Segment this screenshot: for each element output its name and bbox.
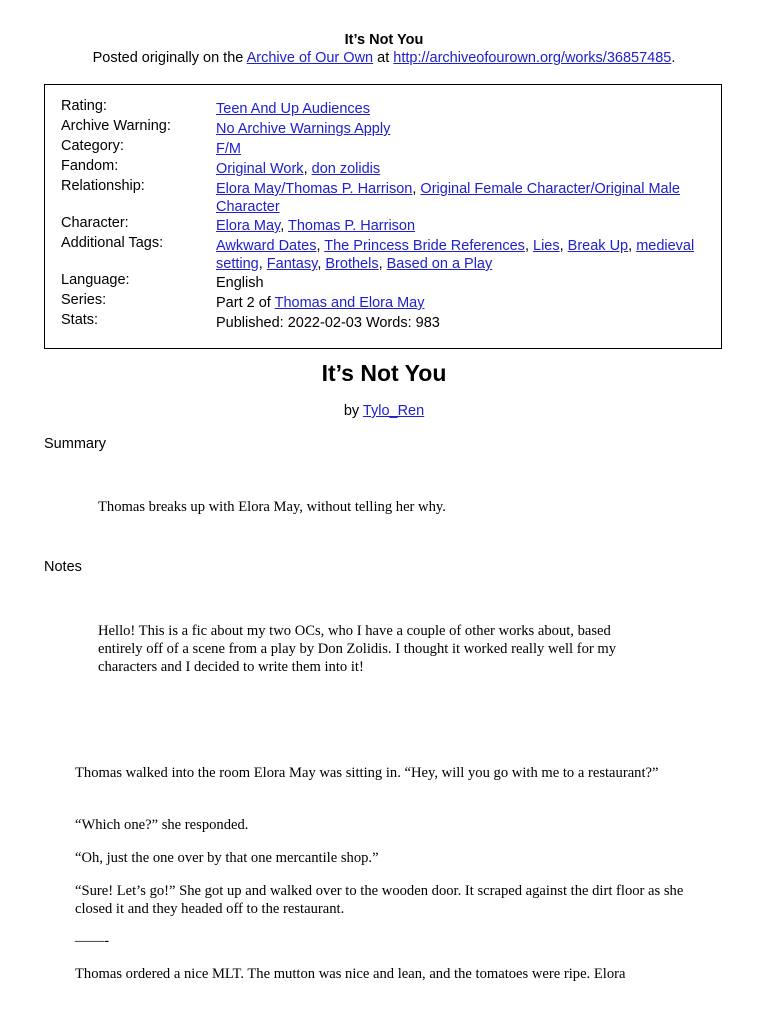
body-paragraph: Thomas walked into the room Elora May was sitting in. “Hey, will you go with me to a restaurant?” bbox=[75, 765, 659, 781]
fandom-link[interactable]: Original Work bbox=[216, 161, 304, 177]
tag-link[interactable]: medieval setting bbox=[216, 238, 695, 272]
character-link[interactable]: Elora May bbox=[216, 218, 281, 234]
series-prefix: Part 2 of bbox=[216, 295, 271, 311]
category-link[interactable]: F/M bbox=[216, 141, 241, 157]
tag-link[interactable]: Brothels bbox=[325, 256, 379, 272]
tag-link[interactable]: The Princess Bride References bbox=[324, 238, 525, 254]
section-break: ——- bbox=[75, 933, 110, 949]
summary-heading: Summary bbox=[44, 436, 107, 452]
summary-text: Thomas breaks up with Elora May, without telling her why. bbox=[98, 499, 446, 515]
language-value: English bbox=[216, 275, 264, 291]
language-label: Language: bbox=[61, 272, 130, 288]
tag-link[interactable]: Awkward Dates bbox=[216, 238, 317, 254]
body-paragraph: “Which one?” she responded. bbox=[75, 817, 249, 833]
relationship-label: Relationship: bbox=[61, 178, 145, 194]
rating-link[interactable]: Teen And Up Audiences bbox=[216, 101, 370, 117]
notes-heading: Notes bbox=[44, 559, 82, 575]
body-paragraph: Thomas ordered a nice MLT. The mutton was nice and lean, and the tomatoes were ripe. Elora bbox=[75, 966, 626, 982]
series-label: Series: bbox=[61, 292, 107, 308]
byline-by: by bbox=[343, 403, 360, 419]
posted-prefix: Posted originally on the bbox=[92, 50, 244, 66]
fandom-label: Fandom: bbox=[61, 158, 119, 174]
stats-value: Published: 2022-02-03 Words: 983 bbox=[216, 315, 440, 331]
tag-link[interactable]: Based on a Play bbox=[386, 256, 493, 272]
body-paragraph: “Sure! Let’s go!” She got up and walked over to the wooden door. It scraped against the dirt floor as she closed it and they headed off to the restaurant. bbox=[75, 883, 684, 917]
tag-link[interactable]: Fantasy bbox=[266, 256, 318, 272]
category-label: Category: bbox=[61, 138, 124, 154]
posted-period: . bbox=[671, 50, 676, 66]
rating-label: Rating: bbox=[61, 98, 107, 114]
warning-link[interactable]: No Archive Warnings Apply bbox=[216, 121, 391, 137]
warning-label: Archive Warning: bbox=[61, 118, 171, 134]
tags-label: Additional Tags: bbox=[61, 235, 164, 251]
byline bbox=[0, 403, 768, 419]
relationship-link[interactable]: Elora May/Thomas P. Harrison bbox=[216, 181, 413, 197]
body-paragraph: “Oh, just the one over by that one mercantile shop.” bbox=[75, 850, 379, 866]
character-label: Character: bbox=[61, 215, 129, 231]
tag-link[interactable]: Lies bbox=[533, 238, 560, 254]
relationship-link[interactable]: Original Female Character/Original Male Character bbox=[216, 181, 680, 215]
character-link[interactable]: Thomas P. Harrison bbox=[288, 218, 416, 234]
archive-link[interactable]: Archive of Our Own bbox=[246, 50, 374, 66]
fandom-link[interactable]: don zolidis bbox=[311, 161, 381, 177]
stats-label: Stats: bbox=[61, 312, 99, 328]
series-link[interactable]: Thomas and Elora May bbox=[274, 295, 425, 311]
posted-at: at bbox=[377, 50, 390, 66]
metadata-box: Rating: Teen And Up Audiences Archive Warning: No Archive Warnings Apply Category: F/M Fandom: Original Work, don zolidis Relationship: Elora May/Thomas P. Harrison, Original Female Character/Original Male Character Character: Elora May, Thomas P. Harrison Additional Tags: Awkward Dates, The Princess Bride References, Lies, Break Up, medieval setting, Fantasy, Brothels, Based on a Play Language: English Series: Part 2 of Thomas and Elora May Stats: Published: 2022-02-03 Words: 983 bbox=[44, 84, 722, 349]
tag-link[interactable]: Break Up bbox=[567, 238, 629, 254]
work-url-link[interactable]: http://archiveofourown.org/works/36857485 bbox=[393, 50, 672, 66]
work-title: It’s Not You bbox=[321, 360, 447, 386]
posted-line bbox=[0, 50, 768, 66]
author-link[interactable]: Tylo_Ren bbox=[362, 403, 425, 419]
notes-text: Hello! This is a fic about my two OCs, who I have a couple of other works about, based entirely off of a scene from a play by Don Zolidis. I thought it worked really well for my characters and I decided to write them into it! bbox=[98, 623, 617, 675]
document-header-title: It’s Not You bbox=[344, 32, 424, 48]
